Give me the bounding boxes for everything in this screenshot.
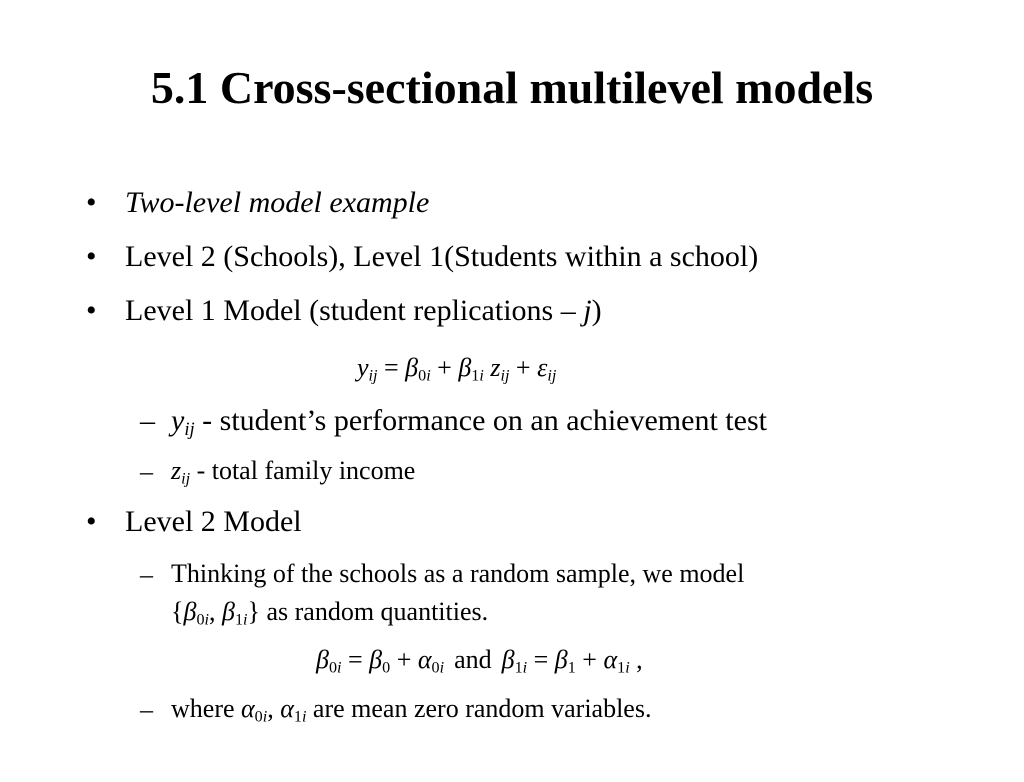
- bullet-icon: •: [86, 505, 97, 538]
- bullet-levels: Level 2 (Schools), Level 1(Students within a school): [125, 240, 759, 273]
- and-word: and: [454, 645, 492, 674]
- equation-level2: $\beta_{0i} = \beta_0 + \alpha_{0i}$ and $\beta_{1i} = \beta_1 + \alpha_{1i}$ ,: [316, 645, 643, 677]
- bullet-level1-var: j: [583, 294, 592, 327]
- dash-icon: –: [140, 404, 155, 437]
- sub-zij-definition: $z_{ij}$ - total family income: [171, 456, 416, 488]
- bullet-level1-model: [125, 294, 602, 327]
- sub-random-quantities: {$\beta_{0i}$, $\beta_{1i}$} as random quantities.: [171, 597, 489, 629]
- slide-title: 5.1 Cross-sectional multilevel models: [150, 62, 874, 113]
- bullet-level1-text: Level 1 Model (student replications –: [125, 294, 584, 327]
- dash-icon: –: [140, 695, 153, 724]
- bullet-two-level-example: Two-level model example: [125, 186, 430, 219]
- bullet-level2-model: Level 2 Model: [125, 505, 302, 538]
- bullet-icon: •: [86, 186, 97, 219]
- sub-yij-definition: $y_{ij}$ - student’s performance on an achievement test: [171, 404, 767, 441]
- dash-icon: –: [140, 560, 153, 589]
- bullet-icon: •: [86, 294, 97, 327]
- sub-random-sample: Thinking of the schools as a random sample, we model: [171, 559, 745, 588]
- dash-icon: –: [140, 457, 153, 486]
- sub-mean-zero: where $\alpha_{0i}$, $\alpha_{1i}$ are mean zero random variables.: [171, 694, 652, 726]
- bullet-level1-close: ): [591, 294, 602, 327]
- bullet-icon: •: [86, 240, 97, 273]
- equation-level1: $y_{ij} = \beta_{0i} + \beta_{1i}$ $z_{ij} + \varepsilon_{ij}$: [357, 353, 557, 385]
